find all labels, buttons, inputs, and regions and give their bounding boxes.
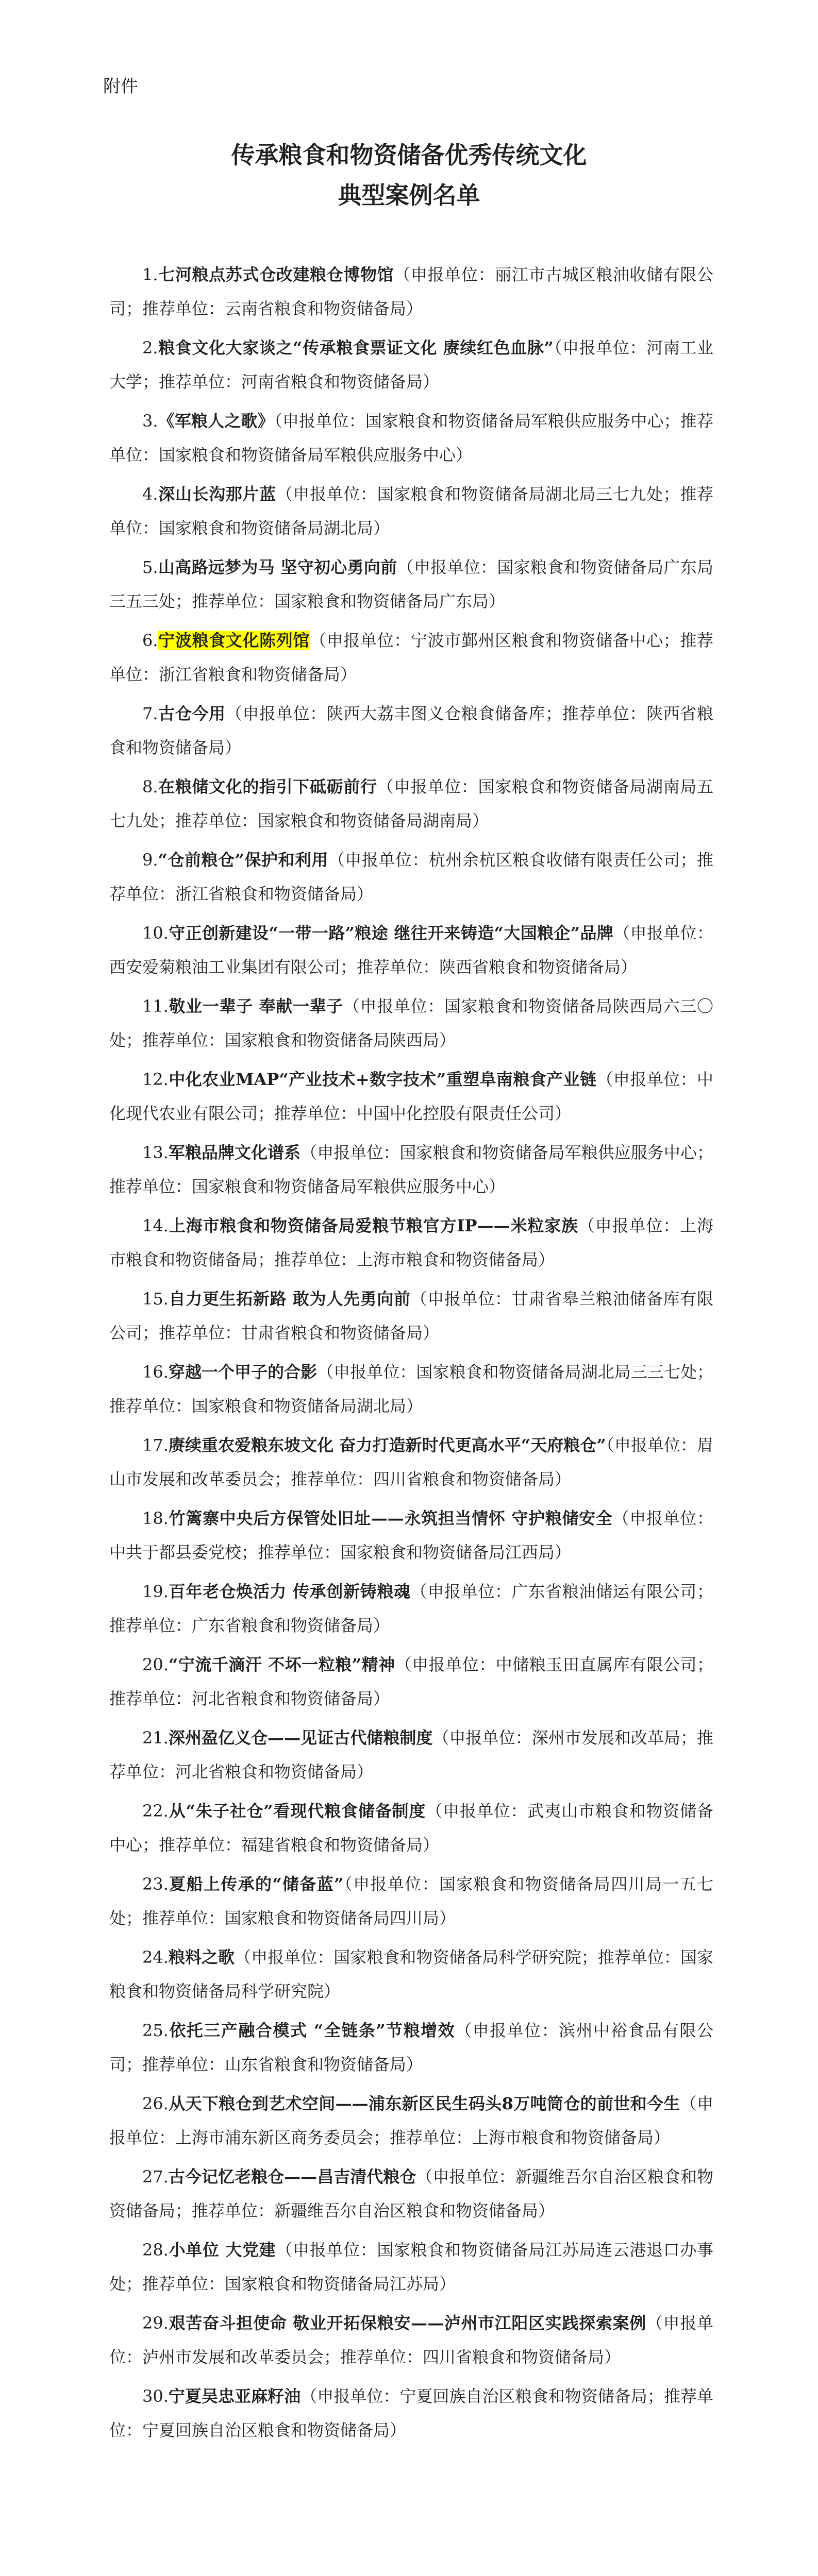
case-detail: （申报单位：上海市浦东新区商务委员会；推荐单位：上海市粮食和物资储备局） xyxy=(109,2094,713,2147)
case-detail: （申报单位：甘肃省皋兰粮油储备库有限公司；推荐单位：甘肃省粮食和物资储备局） xyxy=(109,1289,713,1343)
case-entry xyxy=(109,2013,713,2081)
case-entry xyxy=(109,2379,713,2447)
case-detail: （申报单位：西安爱菊粮油工业集团有限公司；推荐单位：陕西省粮食和物资储备局） xyxy=(109,923,713,977)
case-name: 艰苦奋斗担使命 敬业开拓保粮安——泸州市江阳区实践探索案例 xyxy=(168,2313,646,2333)
case-detail: （申报单位：中共于都县委党校；推荐单位：国家粮食和物资储备局江西局） xyxy=(109,1509,713,1562)
case-detail: （申报单位：国家粮食和物资储备局军粮供应服务中心；推荐单位：国家粮食和物资储备局军粮供应服务中心） xyxy=(109,1143,713,1196)
case-name: 敬业一辈子 奉献一辈子 xyxy=(168,996,344,1016)
attachment-label: 附件 xyxy=(103,76,138,97)
case-name: 宁夏吴忠亚麻籽油 xyxy=(168,2386,301,2406)
case-number: 29. xyxy=(142,2313,169,2333)
case-name: 竹篱寨中央后方保管处旧址——永筑担当情怀 守护粮储安全 xyxy=(168,1509,613,1528)
case-name: 七河粮点苏式仓改建粮仓博物馆 xyxy=(158,265,394,284)
case-entry xyxy=(109,404,713,472)
case-detail: （申报单位：国家粮食和物资储备局广东局三五三处；推荐单位：国家粮食和物资储备局广东局） xyxy=(109,557,713,611)
case-list xyxy=(109,258,713,2452)
case-entry xyxy=(109,1794,713,1862)
case-entry xyxy=(109,2233,713,2301)
case-detail: （申报单位：宁夏回族自治区粮食和物资储备局；推荐单位：宁夏回族自治区粮食和物资储备局） xyxy=(109,2386,713,2440)
case-name: 小单位 大党建 xyxy=(168,2240,276,2260)
case-number: 28. xyxy=(142,2240,169,2260)
case-detail: （申报单位：丽江市古城区粮油收储有限公司；推荐单位：云南省粮食和物资储备局） xyxy=(109,265,713,318)
case-number: 17. xyxy=(142,1435,169,1455)
case-number: 12. xyxy=(142,1070,169,1089)
case-detail: （申报单位：上海市粮食和物资储备局；推荐单位：上海市粮食和物资储备局） xyxy=(109,1216,713,1269)
case-detail: （申报单位：国家粮食和物资储备局四川局一五七处；推荐单位：国家粮食和物资储备局四川局） xyxy=(109,1874,713,1928)
case-detail: （申报单位：国家粮食和物资储备局江苏局连云港退口办事处；推荐单位：国家粮食和物资储备局江苏局） xyxy=(109,2240,713,2294)
case-name: 山高路远梦为马 坚守初心勇向前 xyxy=(158,557,397,577)
case-detail: （申报单位：武夷山市粮食和物资储备中心；推荐单位：福建省粮食和物资储备局） xyxy=(109,1801,713,1855)
case-number: 11. xyxy=(142,996,169,1016)
case-name: 深山长沟那片蓝 xyxy=(158,484,276,504)
case-entry xyxy=(109,697,713,765)
case-number: 26. xyxy=(142,2094,169,2113)
case-name: “仓前粮仓”保护和利用 xyxy=(158,850,328,870)
case-entry xyxy=(109,770,713,838)
case-entry xyxy=(109,1282,713,1350)
case-number: 27. xyxy=(142,2167,169,2187)
case-number: 2. xyxy=(142,338,158,358)
case-number: 18. xyxy=(142,1509,169,1528)
case-number: 10. xyxy=(142,923,169,943)
case-entry xyxy=(109,331,713,399)
case-detail: （申报单位：中储粮玉田直属库有限公司；推荐单位：河北省粮食和物资储备局） xyxy=(109,1655,713,1708)
case-name: 守正创新建设“一带一路”粮途 继往开来铸造“大国粮企”品牌 xyxy=(168,923,614,943)
case-name: 穿越一个甲子的合影 xyxy=(168,1362,318,1382)
case-detail: （申报单位：国家粮食和物资储备局军粮供应服务中心；推荐单位：国家粮食和物资储备局军粮供应服务中心） xyxy=(109,411,713,465)
case-name: 百年老仓焕活力 传承创新铸粮魂 xyxy=(168,1582,411,1601)
case-detail: （申报单位：河南工业大学；推荐单位：河南省粮食和物资储备局） xyxy=(109,338,713,392)
case-entry xyxy=(109,1355,713,1423)
case-detail: （申报单位：国家粮食和物资储备局陕西局六三〇处；推荐单位：国家粮食和物资储备局陕西局） xyxy=(109,996,713,1050)
case-name: 宁波粮食文化陈列馆 xyxy=(158,631,310,650)
case-detail: （申报单位：国家粮食和物资储备局湖南局五七九处；推荐单位：国家粮食和物资储备局湖南局） xyxy=(109,777,713,831)
case-number: 21. xyxy=(142,1728,169,1748)
case-number: 9. xyxy=(142,850,158,870)
case-entry xyxy=(109,1574,713,1642)
case-name: 古仓今用 xyxy=(158,704,226,723)
document-title xyxy=(0,135,818,215)
case-entry xyxy=(109,2306,713,2374)
case-number: 19. xyxy=(142,1582,169,1601)
case-name: “宁流千滴汗 不坏一粒粮”精神 xyxy=(168,1655,395,1674)
case-detail: （申报单位：中化现代农业有限公司；推荐单位：中国中化控股有限责任公司） xyxy=(109,1070,713,1123)
case-name: 粮食文化大家谈之“传承粮食票证文化 赓续红色血脉” xyxy=(158,338,554,358)
case-name: 《军粮人之歌》 xyxy=(158,411,274,431)
case-number: 22. xyxy=(142,1801,169,1821)
case-entry xyxy=(109,1136,713,1204)
case-number: 6. xyxy=(142,631,158,650)
case-detail: （申报单位：泸州市发展和改革委员会；推荐单位：四川省粮食和物资储备局） xyxy=(109,2313,713,2367)
case-number: 15. xyxy=(142,1289,169,1309)
case-detail: （申报单位：陕西大荔丰图义仓粮食储备库；推荐单位：陕西省粮食和物资储备局） xyxy=(109,704,713,757)
case-entry xyxy=(109,843,713,911)
title-line-1: 传承粮食和物资储备优秀传统文化 xyxy=(231,141,587,169)
case-name: 夏船上传承的“储备蓝” xyxy=(168,1874,344,1894)
case-entry xyxy=(109,1940,713,2008)
case-name: 军粮品牌文化谱系 xyxy=(168,1143,301,1162)
case-number: 14. xyxy=(142,1216,169,1235)
case-number: 13. xyxy=(142,1143,169,1162)
case-number: 25. xyxy=(142,2021,169,2040)
case-number: 4. xyxy=(142,484,158,504)
case-entry xyxy=(109,2087,713,2155)
case-name: 自力更生拓新路 敢为人先勇向前 xyxy=(168,1289,411,1309)
case-name: 依托三产融合模式 “全链条”节粮增效 xyxy=(168,2021,456,2040)
case-name: 深州盈亿义仓——见证古代储粮制度 xyxy=(168,1728,433,1748)
case-number: 16. xyxy=(142,1362,169,1382)
case-name: 古今记忆老粮仓——昌吉清代粮仓 xyxy=(168,2167,416,2187)
case-entry xyxy=(109,1209,713,1277)
case-name: 从“朱子社仓”看现代粮食储备制度 xyxy=(168,1801,426,1821)
title-line-2: 典型案例名单 xyxy=(338,181,480,209)
case-detail: （申报单位：广东省粮油储运有限公司；推荐单位：广东省粮食和物资储备局） xyxy=(109,1582,713,1635)
case-detail: （申报单位：国家粮食和物资储备局湖北局三七九处；推荐单位：国家粮食和物资储备局湖北局） xyxy=(109,484,713,538)
case-entry xyxy=(109,477,713,545)
case-number: 24. xyxy=(142,1947,169,1967)
case-entry xyxy=(109,1428,713,1496)
case-entry xyxy=(109,550,713,618)
case-entry xyxy=(109,1867,713,1935)
case-number: 5. xyxy=(142,557,158,577)
case-number: 3. xyxy=(142,411,158,431)
case-number: 20. xyxy=(142,1655,169,1674)
case-entry xyxy=(109,1721,713,1789)
case-name: 粮料之歌 xyxy=(168,1947,235,1967)
case-detail: （申报单位：国家粮食和物资储备局湖北局三三七处；推荐单位：国家粮食和物资储备局湖北局） xyxy=(109,1362,713,1416)
case-entry xyxy=(109,1648,713,1716)
case-entry xyxy=(109,989,713,1057)
case-number: 30. xyxy=(142,2386,169,2406)
case-number: 8. xyxy=(142,777,158,796)
case-entry xyxy=(109,623,713,691)
case-detail: （申报单位：眉山市发展和改革委员会；推荐单位：四川省粮食和物资储备局） xyxy=(109,1435,713,1489)
case-detail: （申报单位：深州市发展和改革局；推荐单位：河北省粮食和物资储备局） xyxy=(109,1728,713,1782)
case-detail: （申报单位：国家粮食和物资储备局科学研究院；推荐单位：国家粮食和物资储备局科学研究院） xyxy=(109,1947,713,2001)
case-detail: （申报单位：新疆维吾尔自治区粮食和物资储备局；推荐单位：新疆维吾尔自治区粮食和物资储备局） xyxy=(109,2167,713,2221)
case-detail: （申报单位：宁波市鄞州区粮食和物资储备中心；推荐单位：浙江省粮食和物资储备局） xyxy=(109,631,713,684)
case-name: 从天下粮仓到艺术空间——浦东新区民生码头8万吨筒仓的前世和今生 xyxy=(168,2094,680,2113)
case-entry xyxy=(109,258,713,326)
case-number: 7. xyxy=(142,704,158,723)
case-name: 在粮储文化的指引下砥砺前行 xyxy=(158,777,377,796)
case-name: 上海市粮食和物资储备局爱粮节粮官方IP——米粒家族 xyxy=(168,1216,578,1235)
case-detail: （申报单位：滨州中裕食品有限公司；推荐单位：山东省粮食和物资储备局） xyxy=(109,2021,713,2074)
case-entry xyxy=(109,916,713,984)
case-number: 23. xyxy=(142,1874,169,1894)
case-number: 1. xyxy=(142,265,158,284)
case-detail: （申报单位：杭州余杭区粮食收储有限责任公司；推荐单位：浙江省粮食和物资储备局） xyxy=(109,850,713,904)
case-entry xyxy=(109,1062,713,1130)
case-name: 中化农业MAP“产业技术+数字技术”重塑阜南粮食产业链 xyxy=(168,1070,597,1089)
case-name: 赓续重农爱粮东坡文化 奋力打造新时代更高水平“天府粮仓” xyxy=(168,1435,606,1455)
case-entry xyxy=(109,2160,713,2228)
case-entry xyxy=(109,1501,713,1569)
